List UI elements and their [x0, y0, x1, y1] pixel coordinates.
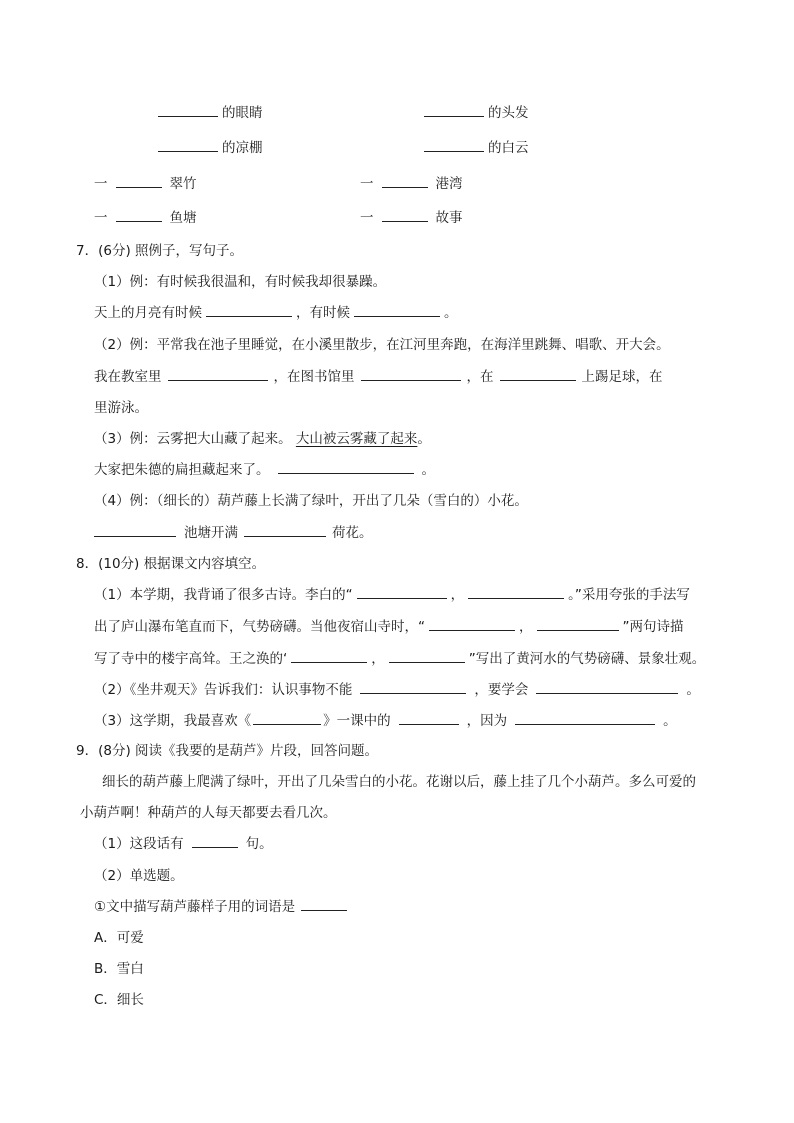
answer-blank[interactable] — [424, 104, 484, 117]
answer-blank[interactable] — [357, 586, 447, 599]
q8-p2-line: （2）《坐井观天》告诉我们：认识事物不能 ，要学会 。 — [94, 682, 700, 698]
q9-passage-line2: 小葫芦啊！种葫芦的人每天都要去看几次。 — [80, 805, 337, 821]
answer-blank[interactable] — [500, 368, 576, 381]
answer-blank[interactable] — [382, 209, 428, 222]
q7-p2-example: （2）例：平常我在池子里睡觉，在小溪里散步，在江河里奔跑，在海洋里跳舞、唱歌、开大会。 — [94, 337, 670, 353]
q9-passage-line1: 细长的葫芦藤上爬满了绿叶，开出了几朵雪白的小花。花谢以后，藤上挂了几个小葫芦。多么可爱的 — [102, 774, 696, 790]
q7-p2-answer-line: 我在教室里 ，在图书馆里 ，在 上踢足球，在 — [94, 369, 663, 385]
q7-p1-answer-line: 天上的月亮有时候 ，有时候 。 — [94, 305, 458, 321]
answer-blank[interactable] — [116, 175, 162, 188]
answer-blank[interactable] — [382, 175, 428, 188]
answer-blank[interactable] — [192, 835, 238, 848]
answer-blank[interactable] — [399, 712, 459, 725]
answer-blank[interactable] — [361, 368, 461, 381]
answer-blank[interactable] — [537, 618, 619, 631]
q9-p2-title: （2）单选题。 — [94, 868, 184, 884]
q7-p3-answer-line: 大家把朱德的扁担藏起来了。 。 — [94, 462, 435, 478]
answer-blank[interactable] — [244, 524, 326, 537]
q7-p2-answer-line-2: 里游泳。 — [94, 400, 148, 416]
q7-p4-example: （4）例：（细长的）葫芦藤上长满了绿叶，开出了几朵（雪白的）小花。 — [94, 493, 528, 509]
answer-blank[interactable] — [278, 461, 414, 474]
answer-blank[interactable] — [116, 209, 162, 222]
q7-header: 7．(6分) 照例子，写句子。 — [76, 243, 244, 259]
q9-option-c[interactable]: C．细长 — [94, 992, 144, 1008]
answer-blank[interactable] — [515, 712, 655, 725]
answer-blank[interactable] — [536, 681, 678, 694]
answer-blank[interactable] — [424, 139, 484, 152]
answer-blank[interactable] — [253, 712, 321, 725]
answer-blank[interactable] — [158, 104, 218, 117]
answer-blank[interactable] — [429, 618, 515, 631]
q8-p3-line: （3）这学期，我最喜欢《 》一课中的 ，因为 。 — [94, 713, 677, 729]
answer-blank[interactable] — [354, 304, 440, 317]
q7-p1-example: （1）例：有时候我很温和，有时候我却很暴躁。 — [94, 274, 387, 290]
answer-blank[interactable] — [291, 650, 367, 663]
answer-blank[interactable] — [206, 304, 292, 317]
q8-p1-line2: 出了庐山瀑布笔直而下，气势磅礴。当他夜宿山寺时，“ ， ”两句诗描 — [94, 619, 684, 635]
answer-blank[interactable] — [301, 898, 347, 911]
q7-p3-example: （3）例：云雾把大山藏了起来。 大山被云雾藏了起来。 — [94, 431, 431, 447]
q6-row1-left: 的眼睛 — [158, 104, 263, 122]
q7-p4-answer-line: 池塘开满 荷花。 — [94, 524, 373, 542]
answer-blank[interactable] — [360, 681, 466, 694]
q9-option-a[interactable]: A．可爱 — [94, 930, 144, 946]
q9-p1-line: （1）这段话有 句。 — [94, 836, 273, 852]
q6-row2-left: 的凉棚 — [158, 139, 263, 157]
q9-sub1: ①文中描写葫芦藤样子用的词语是 — [94, 898, 353, 916]
answer-blank[interactable] — [94, 524, 176, 537]
q8-p1-line3: 写了寺中的楼宇高耸。王之涣的‘ ， ”写出了黄河水的气势磅礴、景象壮观。 — [94, 651, 706, 667]
q8-header: 8．(10分) 根据课文内容填空。 — [76, 556, 266, 572]
q6-row1-right: 的头发 — [424, 104, 529, 122]
q6-row3-right: 一 港湾 — [360, 176, 463, 192]
q6-row4-left: 一 鱼塘 — [94, 210, 197, 226]
q9-option-b[interactable]: B．雪白 — [94, 961, 144, 977]
answer-blank[interactable] — [158, 139, 218, 152]
q6-row4-right: 一 故事 — [360, 210, 463, 226]
answer-blank[interactable] — [389, 650, 465, 663]
q9-header: 9．(8分) 阅读《我要的是葫芦》片段，回答问题。 — [76, 743, 379, 759]
answer-blank[interactable] — [168, 368, 268, 381]
answer-blank[interactable] — [468, 586, 564, 599]
q6-row2-right: 的白云 — [424, 139, 529, 157]
q8-p1-line1: （1）本学期，我背诵了很多古诗。李白的“ ， 。”采用夸张的手法写 — [94, 587, 690, 603]
q6-row3-left: 一 翠竹 — [94, 176, 197, 192]
